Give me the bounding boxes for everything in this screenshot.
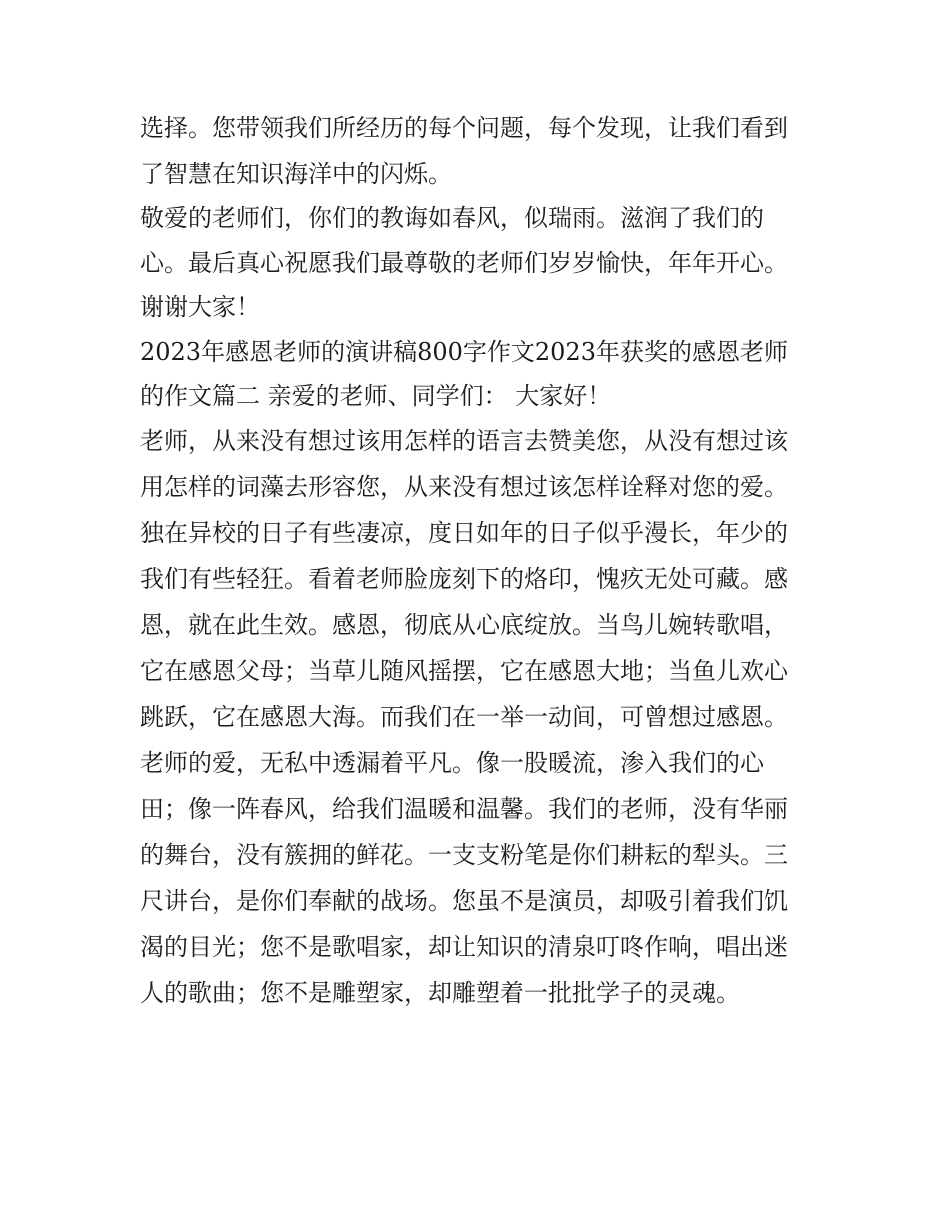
text-line: 恩，就在此生效。感恩，彻底从心底绽放。当鸟儿婉转歌唱， — [140, 611, 788, 639]
text-line: 它在感恩父母；当草儿随风摇摆，它在感恩大地；当鱼儿欢心 — [140, 657, 788, 685]
text-line: 尺讲台，是你们奉献的战场。您虽不是演员，却吸引着我们饥 — [140, 887, 788, 915]
text-line: 跳跃，它在感恩大海。而我们在一举一动间，可曾想过感恩。 — [140, 703, 788, 731]
text-line: 渴的目光；您不是歌唱家，却让知识的清泉叮咚作响，唱出迷 — [140, 933, 788, 961]
text-line: 选择。您带领我们所经历的每个问题，每个发现，让我们看到 — [140, 114, 788, 142]
text-line: 老师，从来没有想过该用怎样的语言去赞美您，从没有想过该 — [140, 427, 788, 455]
text-line: 敬爱的老师们，你们的教诲如春风，似瑞雨。滋润了我们的 — [140, 204, 764, 232]
text-line: 老师的爱，无私中透漏着平凡。像一股暖流，渗入我们的心 — [140, 749, 764, 777]
text-line: 了智慧在知识海洋中的闪烁。 — [140, 160, 452, 188]
text-line: 人的歌曲；您不是雕塑家，却雕塑着一批批学子的灵魂。 — [140, 979, 740, 1007]
text-line: 独在异校的日子有些凄凉，度日如年的日子似乎漫长，年少的 — [140, 519, 788, 547]
text-line: 我们有些轻狂。看着老师脸庞刻下的烙印，愧疚无处可藏。感 — [140, 565, 788, 593]
text-line: 的作文篇二 亲爱的老师、同学们： 大家好！ — [140, 382, 612, 410]
text-line: 用怎样的词藻去形容您，从来没有想过该怎样诠释对您的爱。 — [140, 473, 788, 501]
body-text — [140, 105, 820, 1016]
text-line: 心。最后真心祝愿我们最尊敬的老师们岁岁愉快，年年开心。 — [140, 249, 788, 277]
text-line: 2023年感恩老师的演讲稿800字作文2023年获奖的感恩老师 — [140, 338, 788, 366]
text-line: 田；像一阵春风，给我们温暖和温馨。我们的老师，没有华丽 — [140, 795, 788, 823]
text-line: 谢谢大家！ — [140, 293, 260, 321]
text-line: 的舞台，没有簇拥的鲜花。一支支粉笔是你们耕耘的犁头。三 — [140, 841, 788, 869]
